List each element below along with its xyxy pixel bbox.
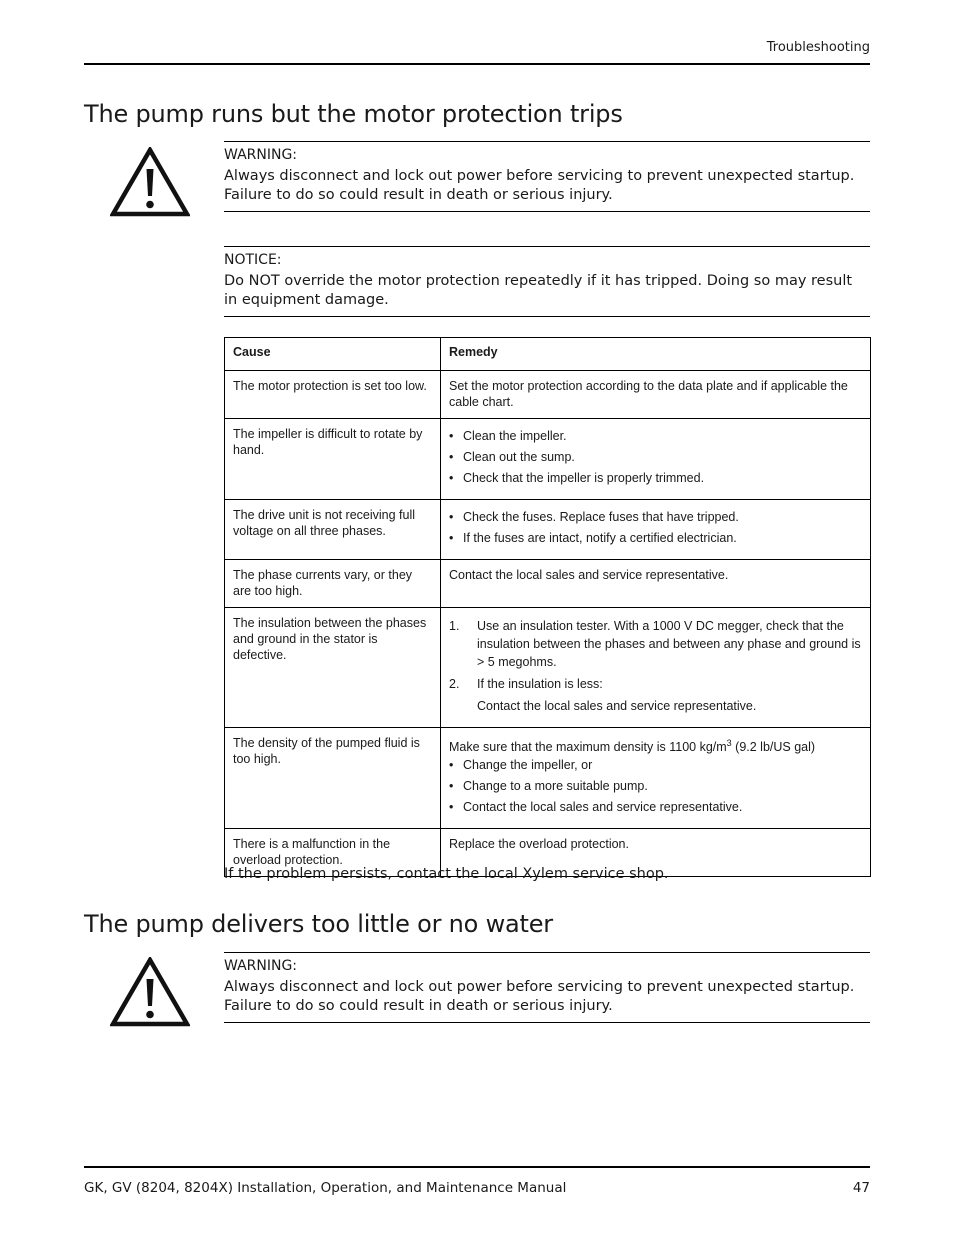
step-text: Use an insulation tester. With a 1000 V DC megger, check that the insulation between the phases and between any phase and ground is > 5 megohms. (477, 619, 861, 669)
warning-box (224, 141, 870, 212)
troubleshooting-table (224, 337, 871, 877)
warning-box (224, 952, 870, 1023)
running-header: Troubleshooting (766, 40, 870, 55)
remedy-bullet: • Check that the impeller is properly trimmed. (449, 470, 862, 486)
remedy-cell (441, 419, 871, 500)
header-rule (84, 63, 870, 65)
step-subtext: Contact the local sales and service representative. (477, 699, 757, 713)
column-header-remedy: Remedy (441, 338, 871, 371)
remedy-bullet: • Clean out the sump. (449, 449, 862, 465)
cause-cell: The insulation between the phases and ground in the stator is defective. (225, 608, 441, 728)
warning-triangle-icon (110, 147, 190, 217)
remedy-cell: Contact the local sales and service representative. (441, 560, 871, 608)
warning-line-1: Always disconnect and lock out power before servicing to prevent unexpected startup. (224, 168, 855, 184)
column-header-cause: Cause (225, 338, 441, 371)
table-row (225, 500, 871, 560)
remedy-bullet: • Change to a more suitable pump. (449, 778, 862, 794)
notice-label: NOTICE: (224, 252, 282, 268)
step-number: 2. (449, 677, 460, 691)
notice-text: Do NOT override the motor protection repeatedly if it has tripped. Doing so may result in equipment damage. (224, 273, 853, 308)
remedy-bullet: • Clean the impeller. (449, 428, 862, 444)
remedy-intro (449, 735, 862, 755)
footer-rule (84, 1166, 870, 1168)
section-title-too-little-water: The pump delivers too little or no water (84, 910, 553, 938)
section-title-motor-protection: The pump runs but the motor protection trips (84, 100, 623, 128)
table-row (225, 371, 871, 419)
remedy-step (449, 617, 862, 671)
step-text: If the insulation is less: (477, 677, 603, 691)
remedy-bullet: • Check the fuses. Replace fuses that have tripped. (449, 509, 862, 525)
cause-cell: The density of the pumped fluid is too high. (225, 728, 441, 829)
remedy-cell (441, 728, 871, 829)
manual-title: GK, GV (8204, 8204X) Installation, Operation, and Maintenance Manual (84, 1180, 567, 1196)
remedy-cell: Set the motor protection according to the data plate and if applicable the cable chart. (441, 371, 871, 419)
remedy-step (449, 675, 862, 715)
warning-text (224, 167, 870, 205)
intro-superscript: 3 (726, 738, 732, 748)
cause-cell: The impeller is difficult to rotate by hand. (225, 419, 441, 500)
table-row (225, 608, 871, 728)
remedy-cell (441, 500, 871, 560)
remedy-cell (441, 608, 871, 728)
remedy-bullet: • If the fuses are intact, notify a certified electrician. (449, 530, 862, 546)
remedy-bullet: • Change the impeller, or (449, 757, 862, 773)
cause-cell: The motor protection is set too low. (225, 371, 441, 419)
table-header-row (225, 338, 871, 371)
warning-label: WARNING: (224, 147, 298, 163)
cause-cell: The phase currents vary, or they are too high. (225, 560, 441, 608)
intro-tail: (9.2 lb/US gal) (731, 740, 816, 755)
warning-label: WARNING: (224, 958, 298, 974)
page-number: 47 (852, 1180, 870, 1196)
remedy-cell: Replace the overload protection. (441, 829, 871, 877)
intro-text: Make sure that the maximum density is 1100 kg/m (449, 740, 727, 755)
cause-cell: The drive unit is not receiving full voltage on all three phases. (225, 500, 441, 560)
warning-line-1: Always disconnect and lock out power before servicing to prevent unexpected startup. (224, 979, 855, 995)
cause-cell: There is a malfunction in the overload protection. (225, 829, 441, 877)
warning-triangle-icon (110, 957, 190, 1027)
notice-box (224, 246, 870, 317)
warning-line-2: Failure to do so could result in death or serious injury. (224, 187, 613, 203)
warning-line-2: Failure to do so could result in death or serious injury. (224, 998, 613, 1014)
persist-note: If the problem persists, contact the local Xylem service shop. (224, 866, 669, 882)
table-row (225, 728, 871, 829)
warning-text (224, 978, 870, 1016)
table-row (225, 560, 871, 608)
table-row (225, 419, 871, 500)
remedy-bullet: • Contact the local sales and service representative. (449, 799, 862, 815)
step-number: 1. (449, 619, 460, 633)
